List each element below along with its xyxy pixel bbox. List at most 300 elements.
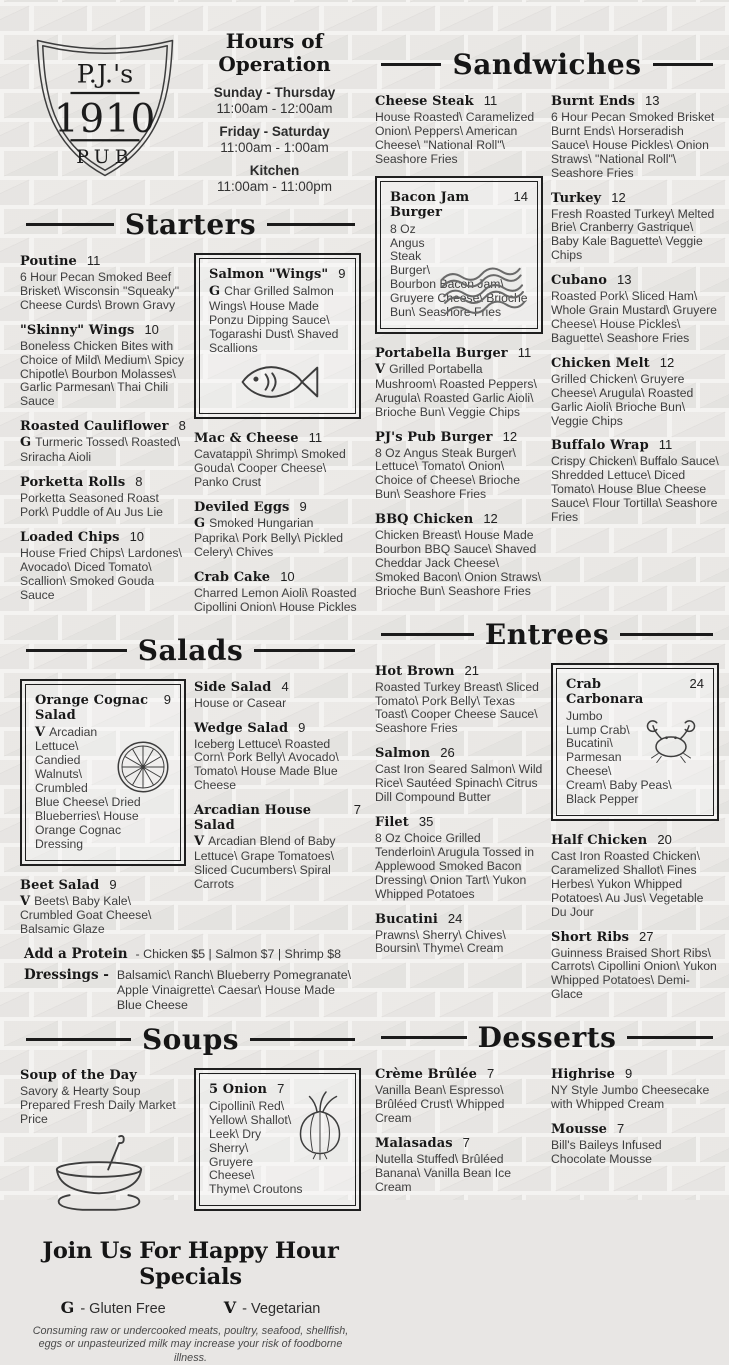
section-header-salads <box>20 634 361 667</box>
hours-time: 11:00am - 12:00am <box>216 100 333 116</box>
header-rule-right <box>620 633 713 636</box>
item-name: Mousse <box>551 1121 608 1137</box>
item-price: 11 <box>517 344 532 360</box>
header-rule-right <box>254 649 355 652</box>
menu-item <box>20 877 186 938</box>
logo-year: 1910 <box>53 97 157 142</box>
item-description <box>551 947 719 1003</box>
item-desc-text: Guinness Braised Short Ribs\ Carrots\ Cipollini Onion\ Yukon Whipped Potatoes\ Demi-Glace <box>551 945 717 1002</box>
soups-columns <box>20 1068 361 1224</box>
item-price: 24 <box>689 675 704 691</box>
item-price: 27 <box>639 928 654 944</box>
crab-icon <box>635 715 707 765</box>
menu-item <box>375 345 543 420</box>
featured-box-bacon-jam-burger <box>375 176 543 334</box>
menu-item <box>375 745 543 805</box>
item-desc-text: House or Casear <box>194 695 287 710</box>
featured-box-crab-carbonara <box>551 663 719 821</box>
item-header <box>375 511 543 527</box>
item-desc-text: Vanilla Bean\ Espresso\ Brûléed Crust\ Whipped Cream <box>375 1083 505 1125</box>
menu-item <box>551 93 719 181</box>
desserts-columns <box>375 1066 719 1203</box>
menu-item <box>194 679 361 711</box>
item-desc-text: Prawns\ Sherry\ Chives\ Boursin\ Thyme\ Cream <box>375 927 506 956</box>
header-rule-right <box>250 1038 355 1041</box>
item-header <box>375 814 543 830</box>
item-description <box>375 681 543 737</box>
item-desc-text: Cavatappi\ Shrimp\ Smoked Gouda\ Cooper Cheese\ Panko Crust <box>194 447 346 490</box>
entrees-columns <box>375 663 719 1012</box>
menu-item <box>375 511 543 599</box>
item-name: Beet Salad <box>20 877 100 893</box>
section-title-entrees: Entrees <box>484 617 610 651</box>
item-header <box>375 93 543 109</box>
dressings-label: Dressings - <box>24 967 109 984</box>
dietary-legend <box>20 1298 361 1317</box>
item-header <box>551 437 719 453</box>
item-desc-text: NY Style Jumbo Cheesecake with Whipped Cream <box>551 1083 710 1112</box>
item-description <box>375 832 543 902</box>
right-half <box>365 0 729 1200</box>
item-name: Wedge Salad <box>194 720 289 736</box>
item-header <box>551 355 719 371</box>
item-description <box>20 492 186 520</box>
dressings-options: Balsamic\ Ranch\ Blueberry Pomegranate\ Apple Vinaigrette\ Caesar\ House Made Blue Cheese <box>116 968 352 1013</box>
item-desc-text: Chicken Breast\ House Made Bourbon BBQ Sauce\ Shaved Cheddar Jack Cheese\ Smoked Bacon\ Onion Straws\ Brioche Bun\ Seashore Fries <box>375 528 541 598</box>
item-name: Highrise <box>551 1067 615 1083</box>
header-rule-right <box>267 223 355 226</box>
item-desc-text: Fresh Roasted Turkey\ Melted Brie\ Cranberry Gastrique\ Baby Kale Baguette\ Veggie Chips <box>551 206 715 263</box>
hours-entry <box>188 163 361 194</box>
item-price: 35 <box>418 814 434 829</box>
item-desc-text: 6 Hour Pecan Smoked Brisket Burnt Ends\ Horseradish Sauce\ House Pickles\ Onion Straws\ "National Roll"\ Seashore Fries <box>551 110 715 180</box>
entrees-column-1 <box>375 663 543 1012</box>
item-name: Orange Cognac Salad <box>35 692 149 723</box>
item-desc-text: Charred Lemon Aioli\ Roasted Cipollini Onion\ House Pickles <box>194 585 357 614</box>
item-price: 14 <box>513 188 528 204</box>
item-description <box>551 290 719 346</box>
menu-item <box>375 814 543 902</box>
item-header <box>194 720 361 736</box>
item-header <box>566 676 704 707</box>
item-description <box>20 895 186 938</box>
menu-item <box>375 429 543 503</box>
item-name: PJ's Pub Burger <box>375 429 493 445</box>
item-price: 11 <box>86 253 101 268</box>
salads-column-1 <box>20 679 186 947</box>
header-rule-left <box>381 633 474 636</box>
item-desc-text: Grilled Chicken\ Gruyere Cheese\ Arugula\ Roasted Garlic Aioli\ Brioche Bun\ Veggie Chips <box>551 371 694 428</box>
item-desc-text: Turmeric Tossed\ Roasted\ Sriracha Aioli <box>20 435 181 465</box>
item-header <box>194 499 361 515</box>
item-header <box>194 802 361 833</box>
hours-days: Sunday - Thursday <box>213 85 336 100</box>
hours-entry <box>188 85 361 116</box>
item-header <box>375 663 543 679</box>
item-price: 8 <box>135 473 143 489</box>
item-header <box>375 911 543 927</box>
item-desc-text: Porketta Seasoned Roast Pork\ Puddle of Au Jus Lie <box>20 490 163 519</box>
item-price: 9 <box>338 266 346 281</box>
item-desc-text: 8 Oz Angus Steak Burger\ Bourbon Bacon Jam\ Gruyere Cheese\ Brioche Bun\ Seashore Fries <box>390 221 528 320</box>
item-name: Poutine <box>20 254 77 269</box>
item-header <box>551 272 719 288</box>
item-desc-text: Arcadian Lettuce\ Candied Walnuts\ Crumbled Blue Cheese\ Dried Blueberries\ House Orange Cognac Dressing <box>35 724 141 851</box>
item-price: 7 <box>617 1120 625 1136</box>
menu-item <box>551 190 719 264</box>
item-name: Chicken Melt <box>551 355 650 371</box>
featured-box-salmon-wings <box>194 253 361 419</box>
hours-days: Kitchen <box>249 163 300 179</box>
salads-column-2 <box>194 679 361 947</box>
item-desc-text: Crispy Chicken\ Buffalo Sauce\ Shredded Lettuce\ Diced Tomato\ House Blue Cheese Sauce\ Flour Tortilla\ Seashore Fries <box>551 454 719 525</box>
soup-of-the-day <box>20 1068 186 1224</box>
salads-column-1-list <box>20 877 186 938</box>
menu-item <box>375 663 543 737</box>
item-header <box>20 322 186 338</box>
menu-item <box>375 1135 543 1195</box>
item-description <box>194 587 361 615</box>
item-description <box>194 517 361 560</box>
logo-name-bottom: PUB <box>76 146 134 168</box>
item-desc-text: Boneless Chicken Bites with Choice of Mild\ Medium\ Spicy Chipotle\ Bourbon Molasses\ Garlic Parmesan\ Thai Chili Sauce <box>20 338 184 409</box>
orange-slice-icon <box>113 737 173 797</box>
featured-box-5-onion <box>194 1068 361 1211</box>
item-price: 9 <box>299 499 307 515</box>
item-price: 7 <box>277 1080 285 1096</box>
item-price: 13 <box>617 272 632 288</box>
item-desc-text: Cast Iron Roasted Chicken\ Caramelized Shallot\ Fines Herbes\ Yukon Whipped Potatoes\ Au Jus\ Vegetable Du Jour <box>551 849 704 919</box>
item-description <box>551 208 719 264</box>
hours-title: Hours of Operation <box>218 29 331 76</box>
item-name: Malasadas <box>375 1135 453 1151</box>
menu-item <box>20 529 186 603</box>
item-desc-text: Jumbo Lump Crab\ Bucatini\ Parmesan Cheese\ Cream\ Baby Peas\ Black Pepper <box>566 708 672 807</box>
item-price: 4 <box>281 678 289 694</box>
diet-letter: V <box>194 834 205 850</box>
item-description <box>375 1153 543 1195</box>
item-name: Arcadian House Salad <box>194 803 312 834</box>
section-title-starters: Starters <box>124 208 257 241</box>
item-description <box>551 850 719 920</box>
diet-letter: G <box>20 435 32 451</box>
item-header <box>20 253 186 269</box>
item-description <box>551 1084 719 1112</box>
item-header <box>194 430 361 446</box>
legend-gluten-free <box>61 1298 166 1317</box>
hours-time: 11:00am - 1:00am <box>220 139 329 155</box>
header-rule-left <box>381 63 441 66</box>
item-price: 12 <box>611 189 626 205</box>
item-description <box>375 1084 543 1126</box>
item-header <box>375 1066 543 1082</box>
item-name: Salmon <box>375 746 431 762</box>
item-price: 24 <box>447 910 463 926</box>
item-header <box>375 745 543 761</box>
sandwiches-column-2 <box>551 93 719 608</box>
desserts-column-1 <box>375 1066 543 1203</box>
item-name: Portabella Burger <box>375 345 508 361</box>
item-header <box>375 1135 543 1151</box>
item-name: Cubano <box>551 273 608 289</box>
menu-item <box>20 253 186 313</box>
item-price: 10 <box>129 528 145 544</box>
section-header-entrees <box>375 618 719 651</box>
section-title-salads: Salads <box>137 633 244 667</box>
dressings-row <box>20 967 361 1013</box>
item-header <box>20 418 186 434</box>
item-header <box>20 529 186 545</box>
soups-column-2 <box>194 1068 361 1224</box>
item-price: 8 <box>178 418 186 434</box>
section-header-sandwiches <box>375 48 719 81</box>
happy-hour-banner: Join Us For Happy Hour Specials <box>42 1237 339 1290</box>
menu-item <box>20 418 186 465</box>
pub-shield-logo <box>30 22 180 182</box>
item-description <box>194 448 361 490</box>
menu-item <box>551 272 719 346</box>
menu-item <box>194 802 361 892</box>
item-name: Short Ribs <box>551 929 630 945</box>
item-desc-text: Smoked Hungarian Paprika\ Pork Belly\ Pickled Celery\ Chives <box>194 516 344 559</box>
diet-letter: G <box>194 516 206 532</box>
menu-item <box>194 720 361 794</box>
sandwiches-column-1-top <box>375 93 543 167</box>
item-price: 7 <box>353 802 361 818</box>
menu-item <box>551 929 719 1003</box>
header-rule-left <box>381 1036 467 1039</box>
item-header <box>551 1066 719 1082</box>
item-price: 26 <box>440 745 455 761</box>
item-desc-text: House Roasted\ Caramelized Onion\ Peppers\ American Cheese\ "National Roll"\ Seashore Fries <box>375 110 535 166</box>
item-description <box>194 738 361 794</box>
featured-box-orange-cognac-salad <box>20 679 186 866</box>
menu-item <box>375 1066 543 1126</box>
add-a-protein-row <box>20 946 361 962</box>
item-name: Turkey <box>551 190 602 206</box>
item-name: Burnt Ends <box>551 94 636 109</box>
gluten-free-letter: G <box>60 1297 75 1317</box>
item-description <box>551 455 719 525</box>
item-price: 13 <box>645 93 660 108</box>
menu-item <box>194 569 361 615</box>
header-rule-left <box>26 223 114 226</box>
item-description: Savory & Hearty Soup Prepared Fresh Daily Market Price <box>20 1083 176 1126</box>
item-desc-text: Cipollini\ Red\ Yellow\ Shallot\ Leek\ Dry Sherry\ Gruyere Cheese\ Thyme\ Croutons <box>209 1098 303 1197</box>
item-description <box>209 285 346 355</box>
item-header <box>390 189 528 220</box>
protein-label: Add a Protein <box>24 946 128 963</box>
fish-icon <box>234 359 322 405</box>
entrees-column-2-list <box>551 832 719 1002</box>
hours-days: Friday - Saturday <box>219 124 330 140</box>
item-price: 12 <box>659 354 675 370</box>
item-description <box>375 929 543 957</box>
item-desc-text: Iceberg Lettuce\ Roasted Corn\ Pork Belly\ Avocado\ Tomato\ House Made Blue Cheese <box>194 736 339 793</box>
item-description <box>375 111 543 167</box>
item-header <box>194 679 361 695</box>
item-name: Crab Carbonara <box>566 676 644 707</box>
item-description <box>20 436 186 465</box>
diet-letter: V <box>20 893 31 909</box>
vegetarian-label: - Vegetarian <box>242 1300 321 1317</box>
hours-of-operation <box>188 22 361 202</box>
item-description <box>194 697 361 711</box>
item-header <box>20 474 186 490</box>
item-header <box>20 877 186 893</box>
item-description <box>20 340 186 410</box>
starters-column-2-list <box>194 430 361 614</box>
item-description <box>551 1139 719 1167</box>
item-price: 9 <box>298 719 306 735</box>
item-desc-text: Nutella Stuffed\ Brûléed Banana\ Vanilla Bean Ice Cream <box>375 1151 511 1194</box>
starters-columns <box>20 253 361 624</box>
section-header-soups <box>20 1023 361 1056</box>
desserts-column-2 <box>551 1066 719 1203</box>
item-desc-text: 8 Oz Angus Steak Burger\ Lettuce\ Tomato\ Onion\ Choice of Cheese\ Brioche Bun\ Seashore Fries <box>375 445 520 502</box>
item-header <box>375 429 543 445</box>
item-name: BBQ Chicken <box>375 512 474 528</box>
item-price: 7 <box>462 1134 470 1150</box>
item-header <box>194 569 361 585</box>
section-title-soups: Soups <box>141 1022 240 1056</box>
menu-item <box>551 832 719 920</box>
vegetarian-letter: V <box>223 1297 237 1317</box>
sandwiches-column-1-bottom <box>375 345 543 599</box>
item-desc-text: Arcadian Blend of Baby Lettuce\ Grape Tomatoes\ Sliced Cucumbers\ Spiral Carrots <box>194 834 336 891</box>
item-name: 5 Onion <box>209 1081 268 1097</box>
item-name: Hot Brown <box>375 663 455 679</box>
diet-letter: V <box>35 724 46 740</box>
item-price: 9 <box>109 876 117 892</box>
header-rule-right <box>627 1036 713 1039</box>
starters-column-2 <box>194 253 361 624</box>
protein-options: - Chicken $5 | Salmon $7 | Shrimp $8 <box>135 947 342 962</box>
header-rule-left <box>26 1038 131 1041</box>
item-price: 11 <box>483 93 498 108</box>
diet-letter: V <box>375 361 386 377</box>
item-price: 12 <box>502 428 518 444</box>
menu-item <box>375 911 543 957</box>
section-header-starters <box>20 208 361 241</box>
menu-item <box>551 355 719 429</box>
item-name: Filet <box>375 815 409 830</box>
item-price: 10 <box>280 568 295 584</box>
menu-item <box>551 437 719 525</box>
item-description <box>194 835 361 892</box>
item-name: Roasted Cauliflower <box>20 419 169 435</box>
item-price: 10 <box>144 321 159 337</box>
item-name: Crème Brûlée <box>375 1067 477 1083</box>
item-name: Deviled Eggs <box>194 500 290 516</box>
item-desc-text: Char Grilled Salmon Wings\ House Made Ponzu Dipping Sauce\ Togarashi Dust\ Shaved Scallions <box>209 284 339 355</box>
item-name: Cheese Steak <box>375 94 474 109</box>
item-header <box>551 93 719 109</box>
item-price: 12 <box>483 511 498 527</box>
item-name: "Skinny" Wings <box>20 322 135 338</box>
menu-item <box>551 1121 719 1167</box>
item-name: Mac & Cheese <box>194 431 299 447</box>
item-price: 11 <box>658 437 673 453</box>
food-safety-disclaimer: Consuming raw or undercooked meats, poultry, seafood, shellfish, eggs or unpasteurized milk may increase your risk of foodborne illness. <box>32 1324 349 1364</box>
item-price: 21 <box>464 662 480 678</box>
section-title-sandwiches: Sandwiches <box>452 48 642 81</box>
item-price: 9 <box>624 1066 633 1082</box>
item-desc-text: Bill's Baileys Infused Chocolate Mousse <box>551 1137 662 1166</box>
item-name: Crab Cake <box>194 569 271 585</box>
legend-vegetarian <box>224 1298 321 1317</box>
menu-item <box>20 474 186 520</box>
hours-time: 11:00am - 11:00pm <box>216 178 333 194</box>
item-price: 9 <box>163 691 171 707</box>
item-description <box>20 547 186 603</box>
section-header-desserts <box>375 1021 719 1054</box>
item-description <box>20 271 186 313</box>
item-name: Porketta Rolls <box>20 474 126 490</box>
salads-columns <box>20 679 361 947</box>
onion-icon <box>293 1088 347 1162</box>
item-price: 11 <box>308 430 323 446</box>
item-header <box>551 832 719 848</box>
menu-item <box>194 499 361 560</box>
sandwiches-columns <box>375 93 719 608</box>
menu-item <box>20 322 186 410</box>
item-description <box>375 763 543 805</box>
item-price: 20 <box>657 832 672 847</box>
item-desc-text: Cast Iron Seared Salmon\ Wild Rice\ Sautéed Spinach\ Citrus Dill Compound Butter <box>375 762 543 805</box>
item-name: Loaded Chips <box>20 529 120 545</box>
item-desc-text: Grilled Portabella Mushroom\ Roasted Peppers\ Arugula\ Roasted Garlic Aioli\ Brioche Bun\ Veggie Chips <box>375 361 537 419</box>
item-description <box>551 111 719 181</box>
menu-item <box>551 1066 719 1112</box>
item-name: Buffalo Wrap <box>551 438 649 454</box>
gluten-free-label: - Gluten Free <box>80 1300 166 1317</box>
item-description <box>375 529 543 599</box>
logo-name-top: P.J.'s <box>76 59 134 90</box>
item-price: 7 <box>487 1066 495 1082</box>
soup-bowl-icon <box>34 1131 164 1219</box>
item-name: Side Salad <box>194 679 272 695</box>
sandwiches-column-1 <box>375 93 543 608</box>
item-header <box>551 1121 719 1137</box>
item-header <box>209 266 346 282</box>
menu-item <box>194 430 361 490</box>
section-title-desserts: Desserts <box>477 1021 617 1055</box>
item-header <box>375 345 543 361</box>
item-desc-text: 8 Oz Choice Grilled Tenderloin\ Arugula Tossed in Applewood Smoked Bacon Dressing\ Onion Tart\ Yukon Whipped Potatoes <box>375 831 534 901</box>
brand-header <box>20 0 361 198</box>
diet-letter: G <box>209 284 221 299</box>
hours-entry <box>188 124 361 155</box>
item-description <box>375 447 543 503</box>
header-rule-right <box>653 63 713 66</box>
item-desc-text: 6 Hour Pecan Smoked Beef Brisket\ Wisconsin "Squeaky" Cheese Curds\ Brown Gravy <box>20 270 180 312</box>
item-desc-text: Beets\ Baby Kale\ Crumbled Goat Cheese\ Balsamic Glaze <box>20 893 152 937</box>
item-desc-text: Roasted Pork\ Sliced Ham\ Whole Grain Mustard\ Gruyere Cheese\ House Pickles\ Baguette\ Seashore Fries <box>551 289 717 345</box>
starters-column-1 <box>20 253 186 624</box>
item-desc-text: House Fried Chips\ Lardones\ Avocado\ Diced Tomato\ Scallion\ Smoked Gouda Sauce <box>20 545 182 602</box>
menu-item <box>375 93 543 167</box>
item-name: Half Chicken <box>551 833 648 848</box>
item-description <box>375 363 543 420</box>
bacon-icon <box>437 262 529 318</box>
item-name: Salmon "Wings" <box>209 267 329 282</box>
item-description <box>551 373 719 429</box>
item-header <box>551 190 719 206</box>
item-desc-text: Roasted Turkey Breast\ Sliced Tomato\ Pork Belly\ Texas Toast\ Cooper Cheese Sauce\ Seashore Fries <box>375 679 539 736</box>
item-name: Bucatini <box>375 911 438 927</box>
item-name: Bacon Jam Burger <box>390 189 470 220</box>
